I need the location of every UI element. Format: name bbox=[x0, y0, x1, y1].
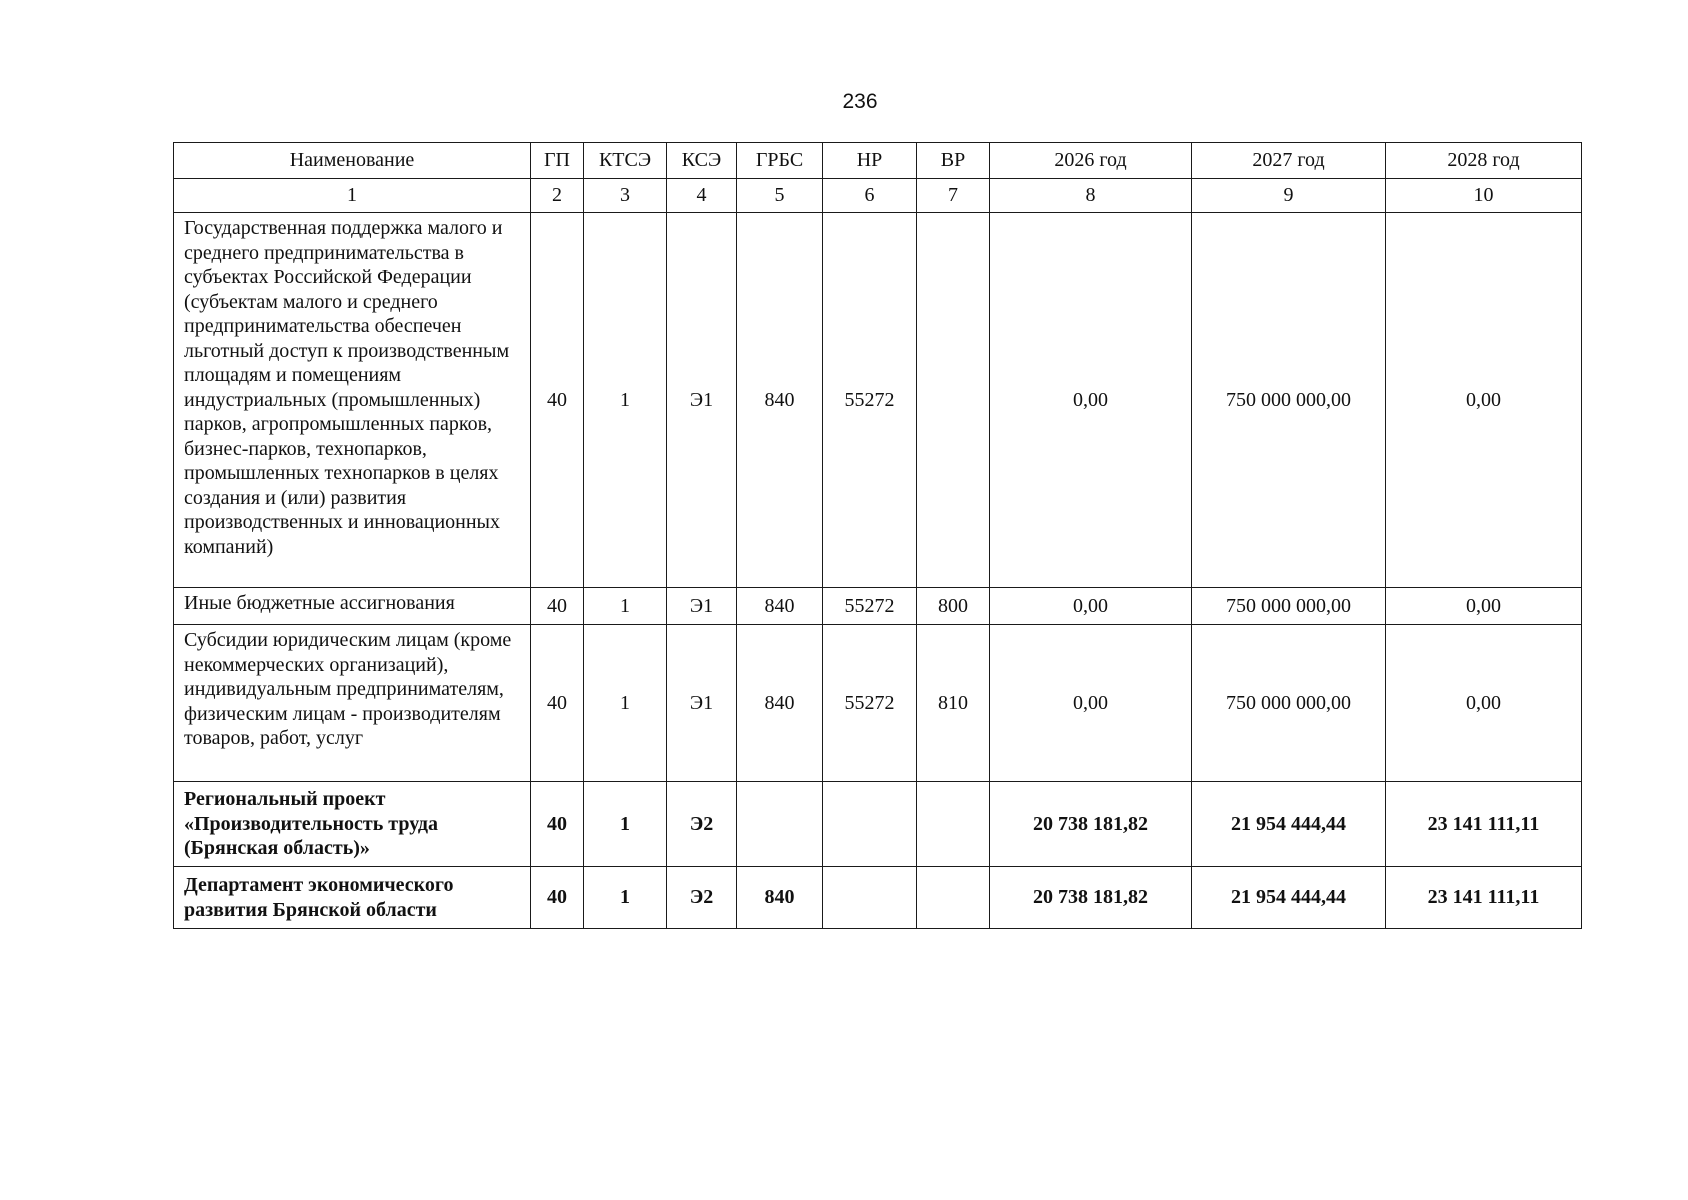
cell-2027: 750 000 000,00 bbox=[1192, 213, 1386, 588]
cell-2026: 20 738 181,82 bbox=[990, 782, 1192, 867]
cell-2026: 20 738 181,82 bbox=[990, 867, 1192, 929]
header-grbs: ГРБС bbox=[737, 143, 823, 179]
cell-grbs bbox=[737, 782, 823, 867]
header-nr: НР bbox=[823, 143, 917, 179]
cell-2027: 21 954 444,44 bbox=[1192, 782, 1386, 867]
column-number: 5 bbox=[737, 179, 823, 213]
cell-vr bbox=[917, 867, 990, 929]
header-2027: 2027 год bbox=[1192, 143, 1386, 179]
cell-2028: 0,00 bbox=[1386, 588, 1582, 625]
column-number: 4 bbox=[667, 179, 737, 213]
table-header-row bbox=[174, 143, 1582, 179]
column-number: 6 bbox=[823, 179, 917, 213]
cell-nr bbox=[823, 782, 917, 867]
column-number: 1 bbox=[174, 179, 531, 213]
cell-ktse: 1 bbox=[584, 588, 667, 625]
cell-grbs: 840 bbox=[737, 625, 823, 782]
cell-nr: 55272 bbox=[823, 588, 917, 625]
cell-2028: 23 141 111,11 bbox=[1386, 782, 1582, 867]
row-name: Региональный проект «Производительность труда (Брянская область)» bbox=[174, 782, 531, 867]
cell-2028: 23 141 111,11 bbox=[1386, 867, 1582, 929]
cell-vr: 810 bbox=[917, 625, 990, 782]
column-number: 8 bbox=[990, 179, 1192, 213]
cell-gp: 40 bbox=[531, 782, 584, 867]
header-ktse: КТСЭ bbox=[584, 143, 667, 179]
cell-2026: 0,00 bbox=[990, 213, 1192, 588]
cell-gp: 40 bbox=[531, 213, 584, 588]
header-2026: 2026 год bbox=[990, 143, 1192, 179]
cell-grbs: 840 bbox=[737, 213, 823, 588]
cell-kse: Э1 bbox=[667, 213, 737, 588]
column-number: 10 bbox=[1386, 179, 1582, 213]
table-row bbox=[174, 588, 1582, 625]
cell-ktse: 1 bbox=[584, 867, 667, 929]
cell-2027: 750 000 000,00 bbox=[1192, 625, 1386, 782]
cell-vr: 800 bbox=[917, 588, 990, 625]
cell-ktse: 1 bbox=[584, 625, 667, 782]
cell-nr: 55272 bbox=[823, 625, 917, 782]
column-number: 9 bbox=[1192, 179, 1386, 213]
cell-ktse: 1 bbox=[584, 213, 667, 588]
cell-2027: 750 000 000,00 bbox=[1192, 588, 1386, 625]
cell-2026: 0,00 bbox=[990, 625, 1192, 782]
table-row bbox=[174, 867, 1582, 929]
cell-grbs: 840 bbox=[737, 867, 823, 929]
page-number: 236 bbox=[842, 90, 878, 113]
table-row bbox=[174, 625, 1582, 782]
row-name: Государственная поддержка малого и среднего предпринимательства в субъектах Российской Федерации (субъектам малого и среднего предпринимательства обеспечен льготный доступ к производственным площадям и помещениям индустриальных (промышленных) парков, агропромышленных парков, бизнес-парков, технопарков, промышленных технопарков в целях создания и (или) развития производственных и инновационных компаний) bbox=[174, 213, 531, 588]
cell-gp: 40 bbox=[531, 625, 584, 782]
budget-table bbox=[173, 142, 1582, 929]
cell-kse: Э2 bbox=[667, 782, 737, 867]
cell-2028: 0,00 bbox=[1386, 625, 1582, 782]
column-number: 3 bbox=[584, 179, 667, 213]
cell-ktse: 1 bbox=[584, 782, 667, 867]
header-2028: 2028 год bbox=[1386, 143, 1582, 179]
row-name: Департамент экономического развития Брянской области bbox=[174, 867, 531, 929]
cell-kse: Э1 bbox=[667, 588, 737, 625]
cell-grbs: 840 bbox=[737, 588, 823, 625]
cell-nr bbox=[823, 867, 917, 929]
cell-nr: 55272 bbox=[823, 213, 917, 588]
row-name: Иные бюджетные ассигнования bbox=[174, 588, 531, 625]
cell-2028: 0,00 bbox=[1386, 213, 1582, 588]
cell-kse: Э1 bbox=[667, 625, 737, 782]
column-number-row bbox=[174, 179, 1582, 213]
table-row bbox=[174, 213, 1582, 588]
column-number: 2 bbox=[531, 179, 584, 213]
table-row bbox=[174, 782, 1582, 867]
row-name: Субсидии юридическим лицам (кроме некоммерческих организаций), индивидуальным предпринимателям, физическим лицам - производителям товаров, работ, услуг bbox=[174, 625, 531, 782]
header-name: Наименование bbox=[174, 143, 531, 179]
cell-gp: 40 bbox=[531, 867, 584, 929]
cell-vr bbox=[917, 782, 990, 867]
cell-2026: 0,00 bbox=[990, 588, 1192, 625]
cell-vr bbox=[917, 213, 990, 588]
header-vr: ВР bbox=[917, 143, 990, 179]
column-number: 7 bbox=[917, 179, 990, 213]
cell-kse: Э2 bbox=[667, 867, 737, 929]
cell-2027: 21 954 444,44 bbox=[1192, 867, 1386, 929]
cell-gp: 40 bbox=[531, 588, 584, 625]
header-gp: ГП bbox=[531, 143, 584, 179]
header-kse: КСЭ bbox=[667, 143, 737, 179]
